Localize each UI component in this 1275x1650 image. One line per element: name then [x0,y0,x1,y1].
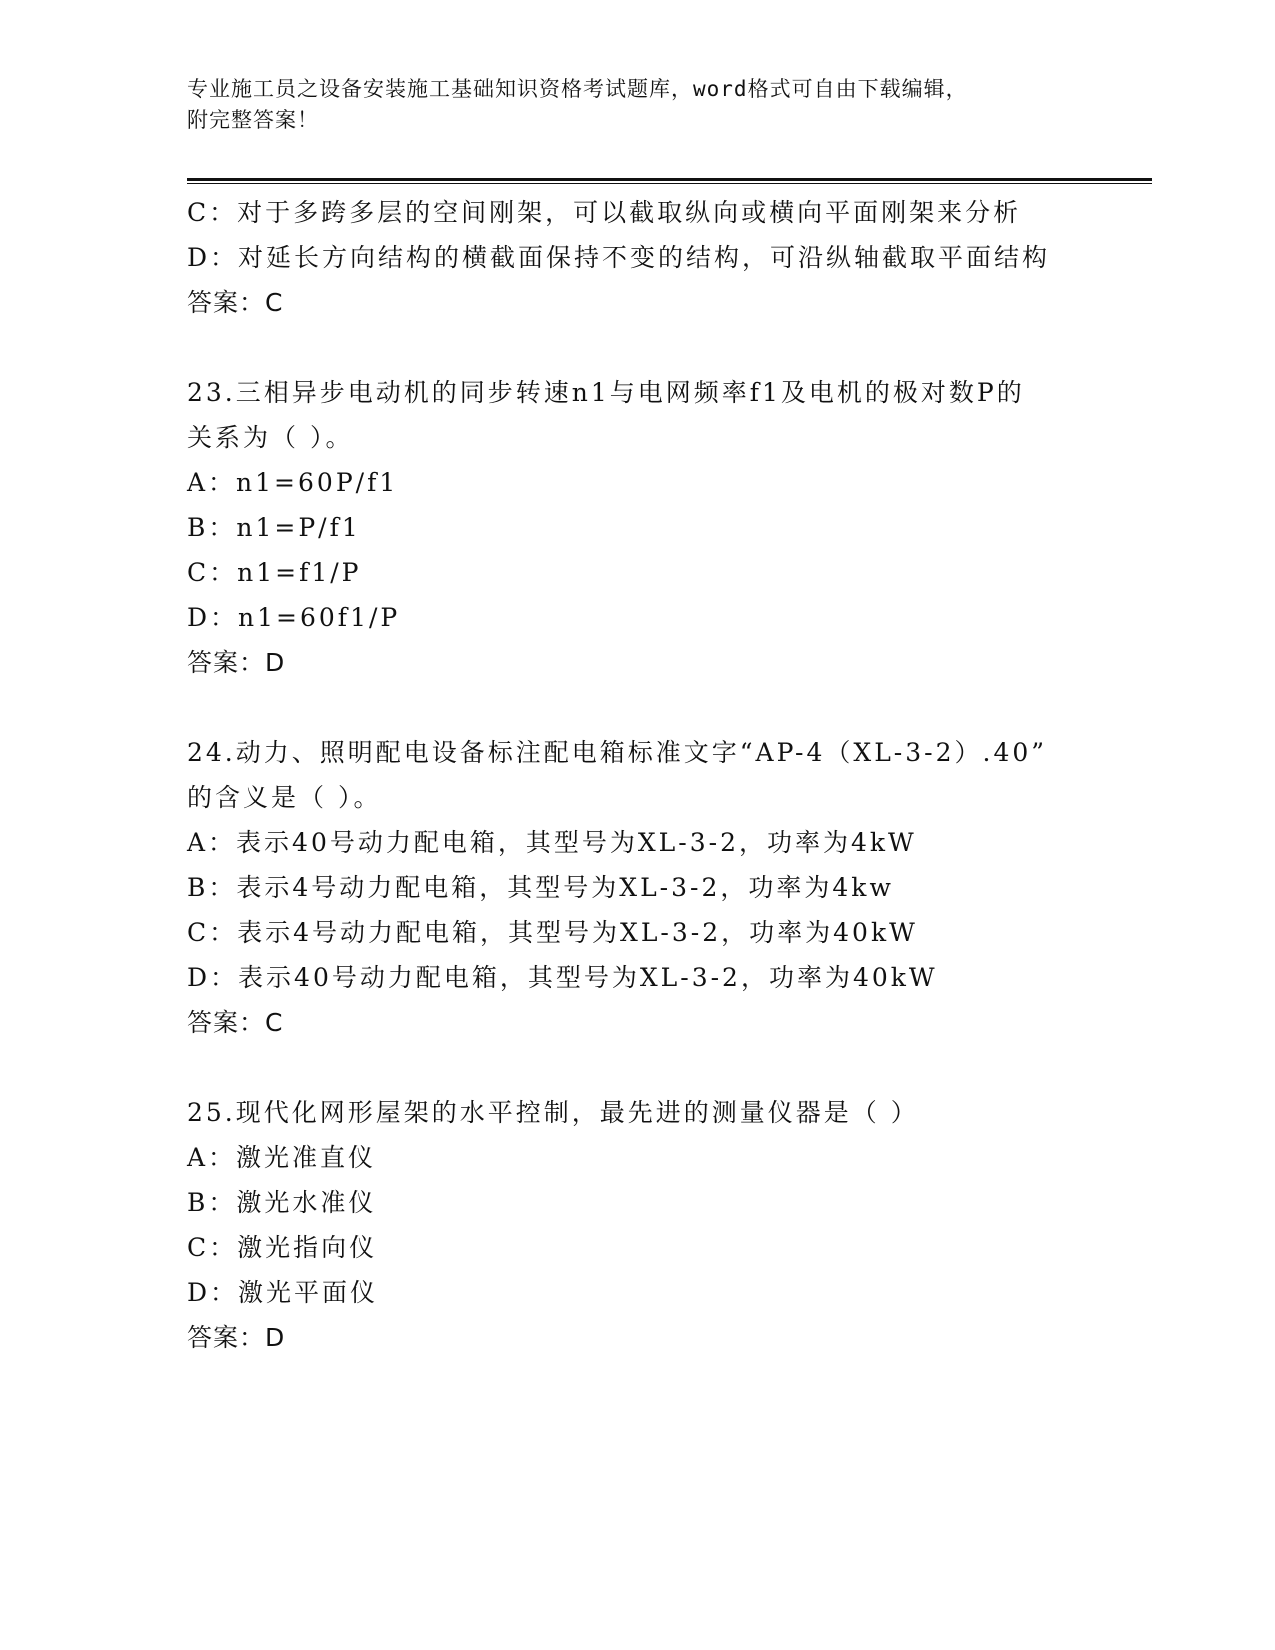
previous-question-tail [187,190,1107,325]
question-stem-line-1: 23.三相异步电动机的同步转速n1与电网频率f1及电机的极对数P的 [187,378,1025,407]
header-divider-thick [187,178,1152,181]
answer-line: 答案：D [187,1323,286,1352]
option-d: D：n1=60f1/P [187,603,401,632]
option-d: D：对延长方向结构的横截面保持不变的结构，可沿纵轴截取平面结构 [187,243,1051,272]
answer-line: 答案：D [187,648,286,677]
spacer [187,685,1107,730]
header-title-line-2: 附完整答案！ [187,108,319,132]
option-a: A：激光准直仪 [187,1143,377,1172]
option-c: C：对于多跨多层的空间刚架，可以截取纵向或横向平面刚架来分析 [187,198,1022,227]
option-d: D：表示40号动力配电箱，其型号为XL-3-2，功率为40kW [187,963,938,992]
answer-line: 答案：C [187,1008,284,1037]
document-header [187,74,1067,136]
option-c: C：激光指向仪 [187,1233,378,1262]
question-stem-line-1: 25.现代化网形屋架的水平控制，最先进的测量仪器是（ ） [187,1098,919,1127]
option-b: B：n1=P/f1 [187,513,361,542]
option-c: C：表示4号动力配电箱，其型号为XL-3-2，功率为40kW [187,918,918,947]
option-a: A：表示40号动力配电箱，其型号为XL-3-2，功率为4kW [187,828,917,857]
spacer [187,1045,1107,1090]
question-stem-line-2: 的含义是（ ）。 [187,783,382,812]
answer-line: 答案：C [187,288,284,317]
option-d: D：激光平面仪 [187,1278,379,1307]
option-c: C：n1=f1/P [187,558,362,587]
question-23 [187,370,1107,685]
question-stem-line-1: 24.动力、照明配电设备标注配电箱标准文字“AP-4（XL-3-2）.40” [187,738,1048,767]
header-title-line-1: 专业施工员之设备安装施工基础知识资格考试题库，word格式可自由下载编辑， [187,77,968,101]
question-25 [187,1090,1107,1360]
question-content [187,190,1107,1360]
question-stem-line-2: 关系为（ ）。 [187,423,354,452]
option-a: A：n1=60P/f1 [187,468,399,497]
option-b: B：激光水准仪 [187,1188,377,1217]
spacer [187,325,1107,370]
question-24 [187,730,1107,1045]
option-b: B：表示4号动力配电箱，其型号为XL-3-2，功率为4kw [187,873,894,902]
header-divider-thin [187,183,1152,184]
